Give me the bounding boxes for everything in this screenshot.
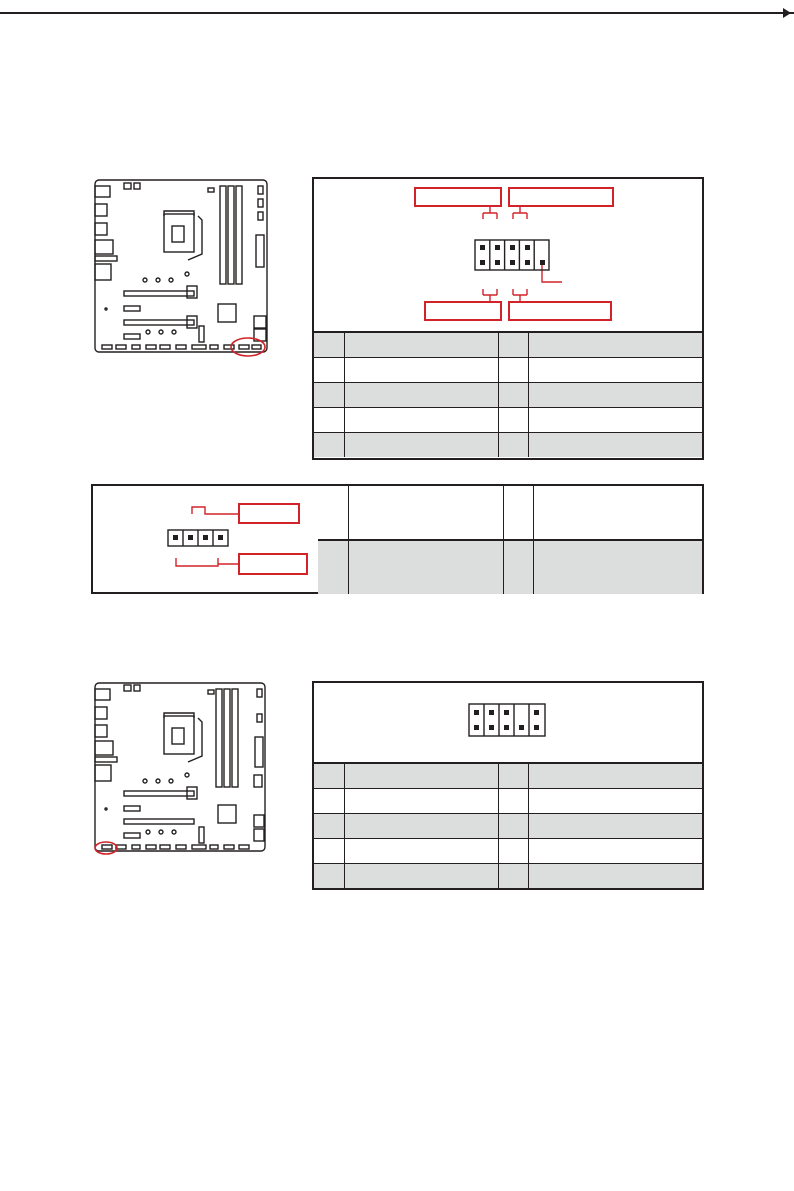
- table-row: [314, 864, 702, 889]
- table-row: [314, 763, 702, 789]
- table-row: [314, 358, 702, 383]
- connector-panel-3: [312, 681, 704, 890]
- connector-panel-2: [91, 484, 704, 594]
- pin-table-3: [314, 762, 702, 888]
- motherboard-outline-icon: [92, 178, 272, 360]
- table-row: [314, 383, 702, 408]
- table-row: [314, 332, 702, 358]
- table-row: [314, 814, 702, 839]
- table-row: [318, 540, 702, 594]
- table-row: [318, 486, 702, 540]
- pin-table-1: [314, 331, 702, 457]
- table-row: [314, 839, 702, 864]
- header-rule: [0, 12, 794, 14]
- motherboard-diagram-1: [92, 178, 272, 360]
- header-connector-2x5: [474, 239, 550, 271]
- motherboard-diagram-2: [92, 681, 272, 857]
- header-connector-1x4: [167, 529, 229, 547]
- highlight-circle: [95, 842, 117, 854]
- callout-label-box: [238, 553, 308, 575]
- table-row: [314, 789, 702, 814]
- highlight-circle: [231, 338, 265, 356]
- table-row: [314, 408, 702, 433]
- motherboard-outline-icon: [92, 681, 272, 857]
- callout-label-box: [238, 503, 300, 524]
- header-rule-arrow-icon: [783, 8, 791, 18]
- connector-panel-1: [312, 177, 704, 460]
- pin-table-2: [318, 486, 702, 594]
- table-row: [314, 433, 702, 458]
- header-connector-2x5: [468, 703, 546, 737]
